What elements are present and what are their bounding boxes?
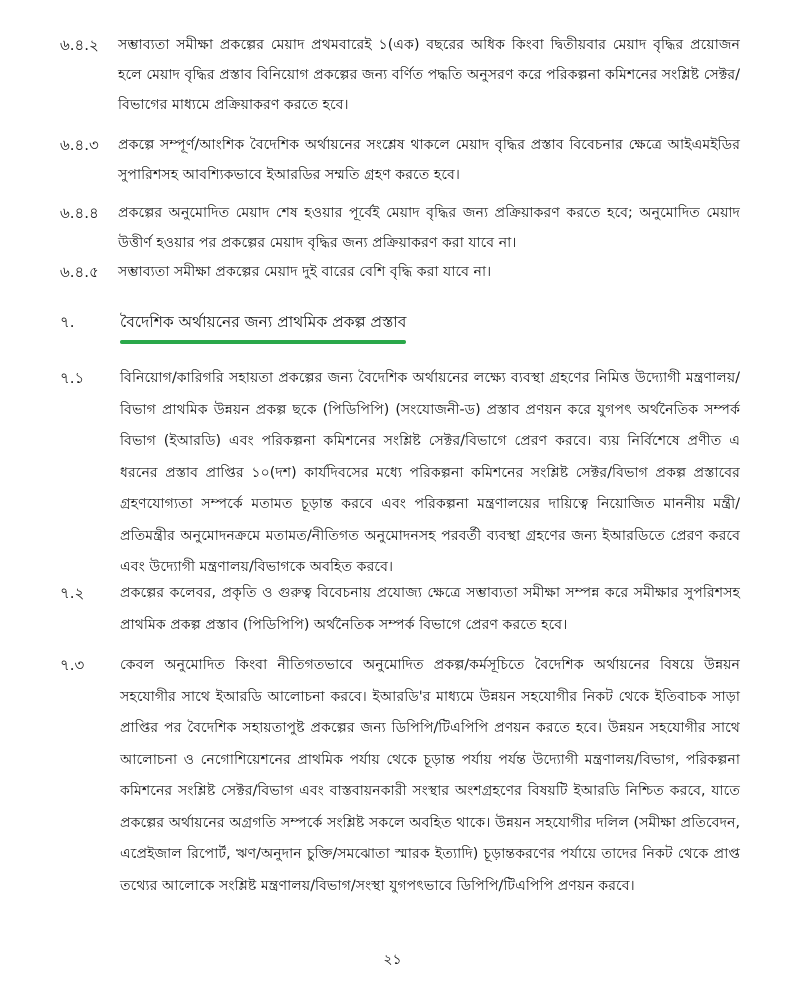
clause-text: সম্ভাব্যতা সমীক্ষা প্রকল্পের মেয়াদ দুই বারের বেশি বৃদ্ধি করা যাবে না।: [118, 264, 492, 280]
clause-7-3: [60, 650, 740, 902]
clause-text: প্রকল্পের কলেবর, প্রকৃতি ও গুরুত্ব বিবেচনায় প্রযোজ্য ক্ষেত্রে সম্ভাব্যতা সমীক্ষা সম্পন্ন করে সমীক্ষার সুপরিশসহ প্রাথমিক প্রকল্প প্রস্তাব (পিডিপিপি) অর্থনৈতিক সম্পর্ক বিভাগে প্রেরণ করতে হবে।: [120, 585, 740, 633]
clause-7-2: [60, 578, 740, 641]
clause-6-4-3: [60, 130, 740, 190]
clause-6-4-4: [60, 198, 740, 258]
clause-number: ৬.৪.২: [60, 36, 99, 54]
clause-number: ৭.৩: [60, 656, 85, 674]
clause-number: ৬.৪.৫: [60, 263, 99, 281]
clause-text: সম্ভাব্যতা সমীক্ষা প্রকল্পের মেয়াদ প্রথমবারেই ১(এক) বছরের অধিক কিংবা দ্বিতীয়বার মেয়াদ বৃদ্ধির প্রয়োজন হলে মেয়াদ বৃদ্ধির প্রস্তাব বিনিয়োগ প্রকল্পের জন্য বর্ণিত পদ্ধতি অনুসরণ করে পরিকল্পনা কমিশনের সংশ্লিষ্ট সেক্টর/বিভাগের মাধ্যমে প্রক্রিয়াকরণ করতে হবে।: [118, 37, 740, 113]
clause-7-1: [60, 363, 740, 584]
clause-text: কেবল অনুমোদিত কিংবা নীতিগতভাবে অনুমোদিত প্রকল্প/কর্মসূচিতে বৈদেশিক অর্থায়নের বিষয়ে উন্নয়ন সহযোগীর সাথে ইআরডি আলোচনা করবে। ইআরডি'র মাধ্যমে উন্নয়ন সহযোগীর নিকট থেকে ইতিবাচক সাড়া প্রাপ্তির পর বৈদেশিক সহায়তাপুষ্ট প্রকল্পের জন্য ডিপিপি/টিএপিপি প্রণয়ন করতে হবে। উন্নয়ন সহযোগীর সাথে আলোচনা ও নেগোশিয়েশনের প্রাথমিক পর্যায় থেকে চূড়ান্ত পর্যায় পর্যন্ত উদ্যোগী মন্ত্রণালয়/বিভাগ, পরিকল্পনা কমিশনের সংশ্লিষ্ট সেক্টর/বিভাগ এবং বাস্তবায়নকারী সংস্থার অংশগ্রহণের বিষয়টি ইআরডি নিশ্চিত করবে, যাতে প্রকল্পের অর্থায়নের অগ্রগতি সম্পর্কে সংশ্লিষ্ট সকলে অবহিত থাকে। উন্নয়ন সহযোগীর দলিল (সমীক্ষা প্রতিবেদন, এপ্রেইজাল রিপোর্ট, ঋণ/অনুদান চুক্তি/সমঝোতা স্মারক ইত্যাদি) চূড়ান্তকরণের পর্যায়ে তাদের নিকট থেকে প্রাপ্ত তথ্যের আলোকে সংশ্লিষ্ট মন্ত্রণালয়/বিভাগ/সংস্থা যুগপৎভাবে ডিপিপি/টিএপিপি প্রণয়ন করবে।: [120, 657, 740, 894]
clause-number: ৬.৪.৩: [60, 136, 99, 154]
clause-6-4-5: [60, 257, 740, 287]
title-underline: [120, 340, 406, 344]
clause-number: ৬.৪.৪: [60, 204, 99, 222]
section-heading: [60, 308, 740, 340]
section-title: বৈদেশিক অর্থায়নের জন্য প্রাথমিক প্রকল্প প্রস্তাব: [120, 313, 407, 331]
section-number: ৭.: [60, 313, 75, 331]
section-title-wrap: [120, 308, 406, 340]
clause-6-4-2: [60, 30, 740, 120]
page-number: ২১: [383, 952, 402, 968]
clause-text: প্রকল্পে সম্পূর্ণ/আংশিক বৈদেশিক অর্থায়নের সংশ্লেষ থাকলে মেয়াদ বৃদ্ধির প্রস্তাব বিবেচনার ক্ষেত্রে আইএমইডির সুপারিশসহ আবশ্যিকভাবে ইআরডির সম্মতি গ্রহণ করতে হবে।: [118, 137, 740, 183]
clause-text: বিনিয়োগ/কারিগরি সহায়তা প্রকল্পের জন্য বৈদেশিক অর্থায়নের লক্ষ্যে ব্যবস্থা গ্রহণের নিমিত্ত উদ্যোগী মন্ত্রণালয়/বিভাগ প্রাথমিক উন্নয়ন প্রকল্প ছকে (পিডিপিপি) (সংযোজনী-ড) প্রস্তাব প্রণয়ন করে যুগপৎ অর্থনৈতিক সম্পর্ক বিভাগ (ইআরডি) এবং পরিকল্পনা কমিশনের সংশ্লিষ্ট সেক্টর/বিভাগে প্রেরণ করবে। ব্যয় নির্বিশেষে প্রণীত এ ধরনের প্রস্তাব প্রাপ্তির ১০(দশ) কার্যদিবসের মধ্যে পরিকল্পনা কমিশনের সংশ্লিষ্ট সেক্টর/বিভাগ প্রকল্প প্রস্তাবের গ্রহণযোগ্যতা সম্পর্কে মতামত চূড়ান্ত করবে এবং পরিকল্পনা মন্ত্রণালয়ের দায়িত্বে নিয়োজিত মাননীয় মন্ত্রী/প্রতিমন্ত্রীর অনুমোদনক্রমে মতামত/নীতিগত অনুমোদনসহ পরবর্তী ব্যবস্থা গ্রহণের জন্য ইআরডিতে প্রেরণ করবে এবং উদ্যোগী মন্ত্রণালয়/বিভাগকে অবহিত করবে।: [120, 370, 740, 575]
clause-text: প্রকল্পের অনুমোদিত মেয়াদ শেষ হওয়ার পূর্বেই মেয়াদ বৃদ্ধির জন্য প্রক্রিয়াকরণ করতে হবে; অনুমোদিত মেয়াদ উত্তীর্ণ হওয়ার পর প্রকল্পের মেয়াদ বৃদ্ধির জন্য প্রক্রিয়াকরণ করা যাবে না।: [118, 205, 740, 251]
clause-number: ৭.১: [60, 369, 85, 387]
clause-number: ৭.২: [60, 584, 85, 602]
